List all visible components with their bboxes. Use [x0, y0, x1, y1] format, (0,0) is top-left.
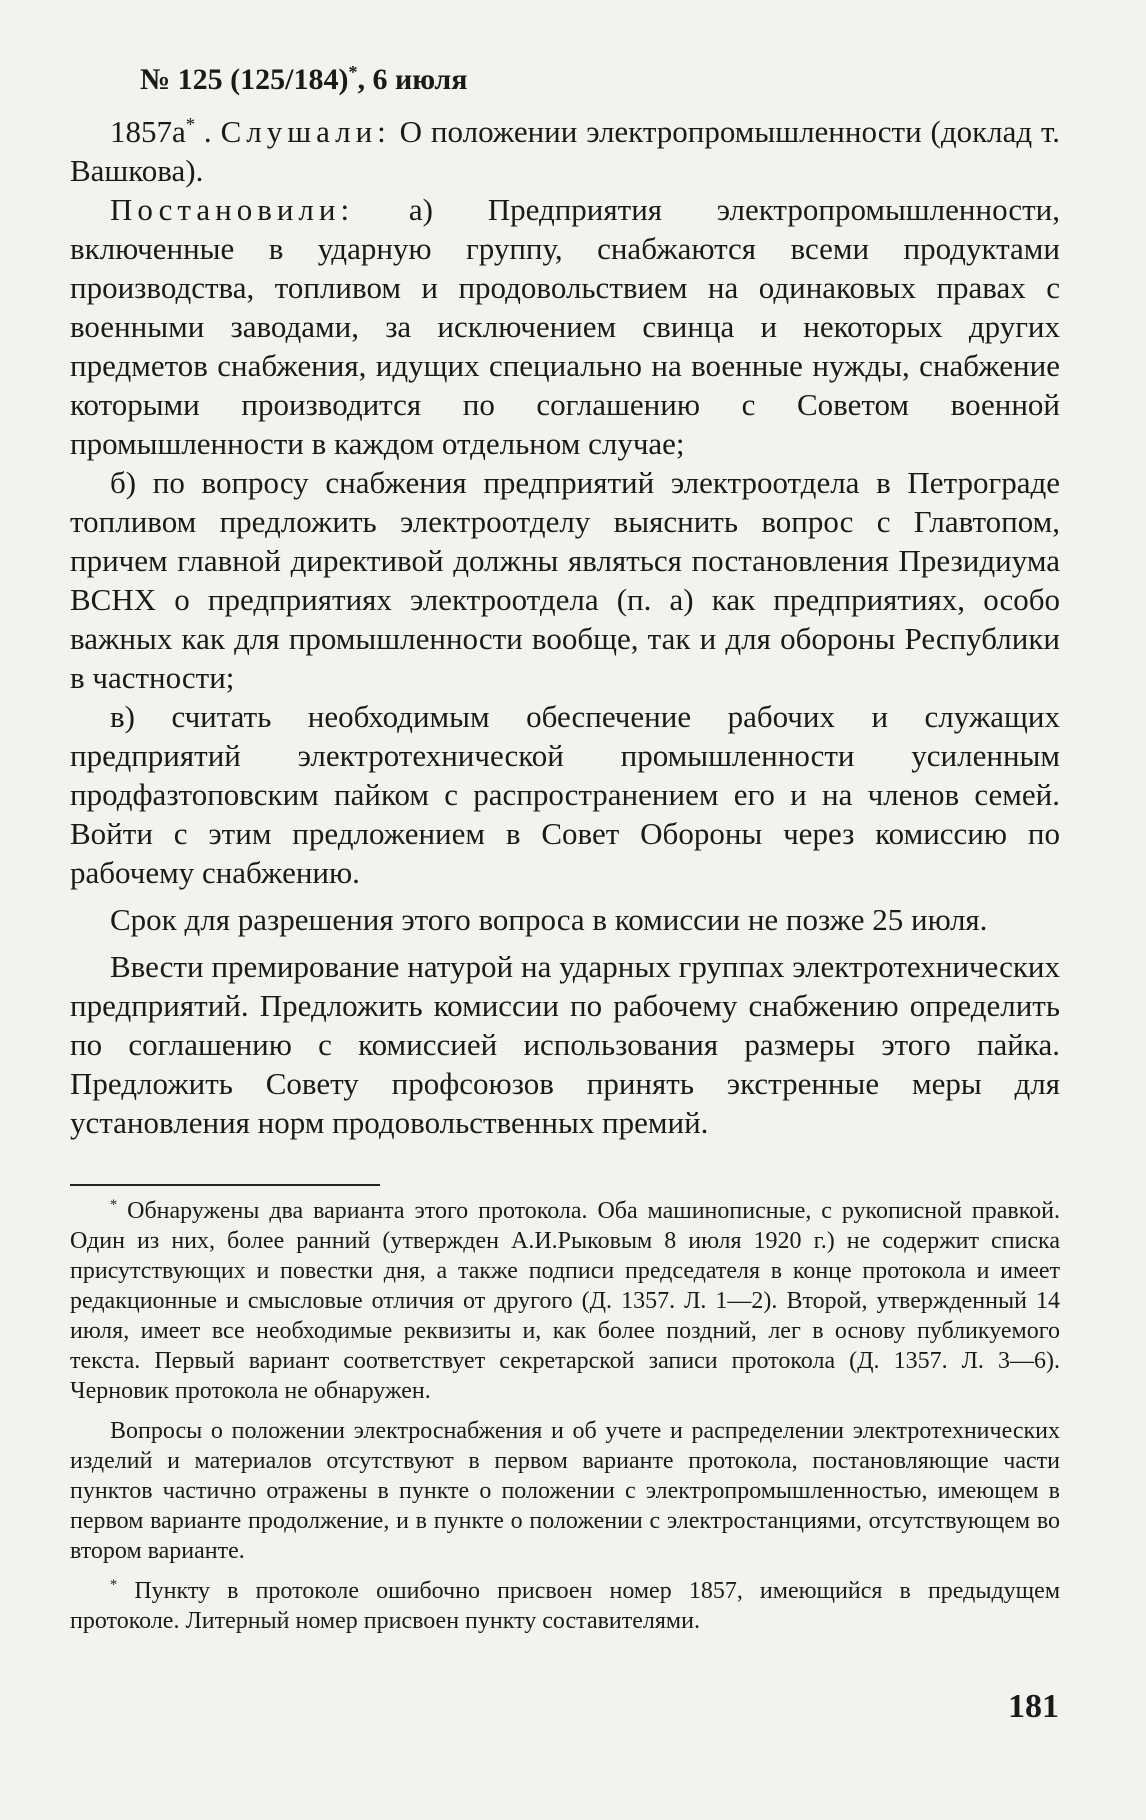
footnote-2-mark: * [110, 1577, 118, 1593]
protocol-number: № 125 (125/184) [140, 63, 349, 96]
protocol-date: , 6 июля [357, 63, 468, 96]
resolved-label: Постановили: [110, 192, 355, 227]
resolution-a [70, 190, 1060, 463]
protocol-footnote-mark: * [348, 62, 358, 82]
heard-paragraph: 1857а* . Слушали: О положении электропромышленности (доклад т. Вашкова). [70, 114, 1061, 188]
page-content [70, 60, 1060, 1636]
footnote-1-text: Обнаружены два варианта этого протокола. Оба машинописные, с рукописной правкой. Один из них, более ранний (утвержден А.И.Рыковым 8 июля 1920 г.) не содержит списка присутствующих и повестки дня, а также подписи председателя в конце протокола и имеет редакционные и смысловые отличия от другого (Д. 1357. Л. 1—2). Второй, утвержденный 14 июля, имеет все необходимые реквизиты и, как более поздний, лег в основу публикуемого текста. Первый вариант соответствует секретарской записи протокола (Д. 1357. Л. 3—6). Черновик протокола не обнаружен. [70, 1198, 1061, 1404]
footnote-1-mark: * [110, 1197, 118, 1213]
bonus-paragraph: Ввести премирование натурой на ударных группах электротехнических предприятий. Предложить комиссии по рабочему снабжению определить по соглашению с комиссией использования размеры этого пайка. Предложить Совету профсоюзов принять экстренные меры для установления норм продовольственных премий. [70, 949, 1060, 1140]
resolution-c: в) считать необходимым обеспечение рабочих и служащих предприятий электротехнической промышленности усиленным продфазтоповским пайком с распространением его и на членов семей. Войти с этим предложением в Совет Обороны через комиссию по рабочему снабжению. [70, 699, 1060, 890]
footnote-1-continuation: Вопросы о положении электроснабжения и об учете и распределении электротехнических изделий и материалов отсутствуют в первом варианте протокола, постановляющие части пунктов частично отражены в пункте о положении с электропромышленностью, имеющем в первом варианте продолжение, и в пункте о положении с электростанциями, отсутствующем во втором варианте. [70, 1418, 1060, 1564]
deadline-paragraph: Срок для разрешения этого вопроса в комиссии не позже 25 июля. [110, 902, 988, 937]
footnote-2 [70, 1576, 1060, 1636]
footnotes [70, 1196, 1060, 1636]
resolution-b: б) по вопросу снабжения предприятий электроотдела в Петрограде топливом предложить электроотделу выяснить вопрос с Главтопом, причем главной директивой должны являться постановления Президиума ВСНХ о предприятиях электроотдела (п. а) как предприятиях, особо важных как для промышленности вообще, так и для обороны Республики в частности; [70, 465, 1060, 695]
protocol-body [70, 112, 1060, 1142]
footnote-1 [70, 1196, 1060, 1406]
footnote-2-text: Пункту в протоколе ошибочно присвоен номер 1857, имеющийся в предыдущем протоколе. Литерный номер присвоен пункту составителями. [70, 1578, 1061, 1634]
item-number: 1857а [110, 114, 186, 149]
protocol-heading [140, 60, 1060, 100]
page-number: 181 [1008, 1688, 1059, 1725]
footnote-divider [70, 1184, 380, 1186]
resolution-a-text: а) Предприятия электропромышленности, включенные в ударную группу, снабжаются всеми продуктами производства, топливом и продовольствием на одинаковых правах с военными заводами, за исключением свинца и некоторых других предметов снабжения, идущих специально на военные нужды, снабжение которыми производится по соглашению с Советом военной промышленности в каждом отдельном случае; [70, 192, 1061, 461]
item-footnote-mark: * [185, 114, 196, 136]
heard-text: О положении электропромышленности (доклад т. Вашкова). [70, 114, 1061, 188]
heard-label: Слушали: [220, 114, 391, 149]
